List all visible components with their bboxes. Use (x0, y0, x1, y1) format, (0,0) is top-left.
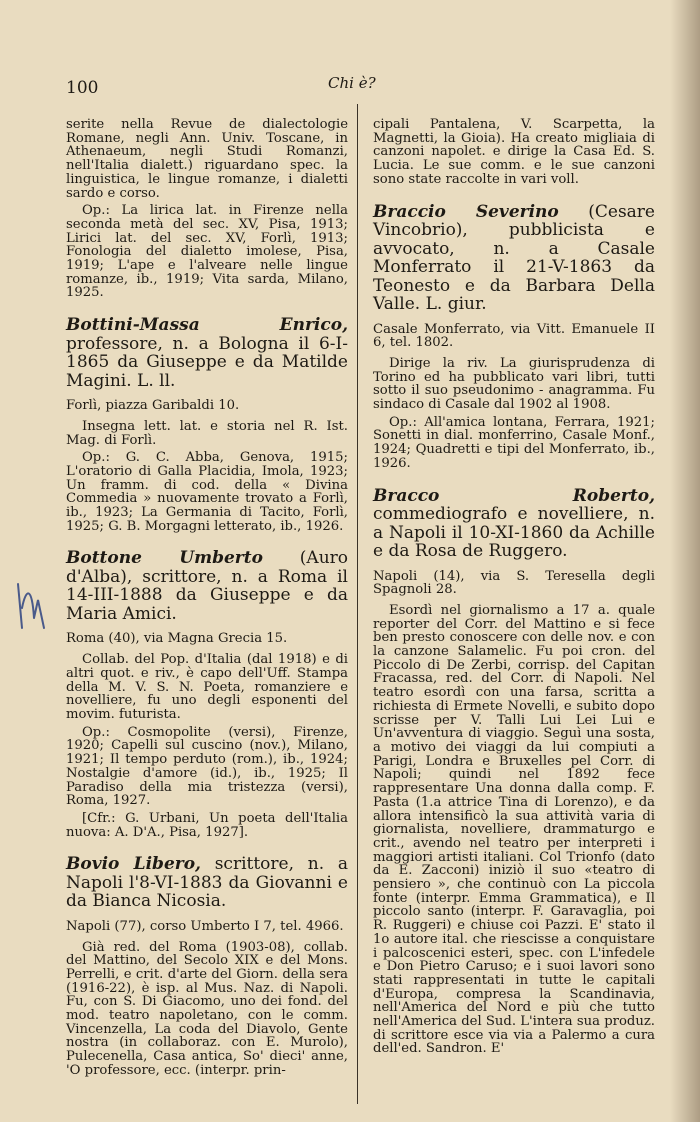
entry-paragraph: Insegna lett. lat. e storia nel R. Ist. Mag. di Forlì. (66, 418, 348, 448)
entry-address: Roma (40), via Magna Grecia 15. (66, 631, 288, 647)
entry-heading-text: commediografo e novelliere, n. a Napoli il 10-XI-1860 da Achille e da Rosa de Ruggero. (373, 504, 655, 562)
entry-paragraph: Op.: Cosmopolite (versi), Firenze, 1920; Capelli sul cuscino (nov.), Milano, 1921; Il tempo perduto (rom.), ib., 1924; Nostalgie d'amore (id.), ib., 1925; Il Paradiso della mia tristezza (versi), Roma, 1927. (66, 724, 348, 809)
entry-heading-text: (Cesare Vincobrio), pubblicista e avvocato, n. a Casale Monferrato il 21-V-1863 da Teonesto e da Barbara Della Valle. L. giur. (373, 201, 655, 315)
entry-address: Napoli (77), corso Umberto I 7, tel. 4966. (66, 918, 344, 934)
entry-paragraph: [Cfr.: G. Urbani, Un poeta dell'Italia nuova: A. D'A., Pisa, 1927]. (66, 810, 348, 840)
right-column (373, 118, 655, 1072)
entry-name: Bovio Libero, (66, 854, 201, 875)
continued-entry-top-right (373, 118, 655, 187)
entry-paragraph: Esordì nel giornalismo a 17 a. quale reporter del Corr. del Mattino e si fece ben presto conoscere con delle nov. e con la canzone Salamelic. Fu poi cron. del Piccolo di De Zerbi, corrisp. del Capitan Fracassa, red. del Corr. di Napoli. Nel teatro esordì con una farsa, scritta a richiesta di Ermete Novelli, e subito dopo scrisse per V. Talli Lui Lei Lui e Un'avventura di viaggio. Seguì una sosta, a motivo dei viaggi da lui compiuti a Parigi, Londra e Bruxelles pel Corr. di Napoli; quindi nel 1892 fece rappresentare Una donna dalla comp. F. Pasta (1.a attrice Tina di Lorenzo), e da allora intensificò la sua attività varia di giornalista, novelliere, drammaturgo e crit., avendo nel teatro per interpreti i maggiori artisti italiani. Col Trionfo (dato da E. Zacconi) iniziò il suo «teatro di pensiero », che continuò con La piccola fonte (interpr. Emma Grammatica), e Il piccolo santo (interpr. F. Garavaglia, poi R. Ruggeri) e chiuse coi Pazzi. E' stato il 1o autore ital. che riescisse a conquistare i palcoscenici esteri, spec. con L'infedele e Don Pietro Caruso; e i suoi lavori sono stati rappresentati in tutte le capitali d'Europa, compresa la Scandinavia, nell'America del Nord e più che tutto nell'America del Sud. L'intera sua produz. di scrittore esce via via a Palermo a cura dell'ed. Sandron. E' (373, 602, 655, 1057)
column-rule (357, 104, 358, 1104)
entry-bracco (373, 487, 655, 1057)
entry-paragraph: Op.: G. C. Abba, Genova, 1915; L'oratorio di Galla Placidia, Imola, 1923; Un framm. di cod. della « Divina Commedia » nuovamente trovato a Forlì, ib., 1923; La Germania di Tacito, Forlì, 1925; G. B. Morgagni letterato, ib., 1926. (66, 450, 348, 534)
entry-heading-text: scrittore, n. a Napoli l'8-VI-1883 da Giovanni e da Bianca Nicosia. (66, 854, 348, 912)
entry-address: Forlì, piazza Garibaldi 10. (66, 398, 240, 414)
entry-bottone (66, 549, 348, 839)
entry-paragraph: Op.: All'amica lontana, Ferrara, 1921; Sonetti in dial. monferrino, Casale Monf., 1924; Quadretti e tipi del Monferrato, ib., 1926. (373, 414, 655, 471)
entry-heading (66, 316, 348, 390)
entry-address: Casale Monferrato, via Vitt. Emanuele II 6, tel. 1802. (373, 321, 655, 351)
page-number: 100 (66, 78, 99, 98)
pencil-mark-icon (10, 578, 54, 634)
entry-heading (66, 549, 348, 623)
page-header (62, 70, 662, 100)
entry-name: Bracco Roberto, (373, 485, 655, 506)
entry-heading-text: (Auro d'Alba), scrittore, n. a Roma il 14-III-1888 da Giuseppe e da Maria Amici. (66, 548, 349, 624)
entry-paragraph: Dirige la riv. La giurisprudenza di Torino ed ha pubblicato vari libri, tutti sotto il suo pseudonimo - anagramma. Fu sindaco di Casale dal 1902 al 1908. (373, 355, 655, 413)
left-column (66, 118, 348, 1094)
entry-heading (66, 855, 348, 911)
page-spine-shadow (670, 0, 700, 1122)
entry-bovio (66, 855, 348, 1077)
entry-name: Braccio Severino (373, 201, 559, 222)
entry-bottini-massa (66, 316, 348, 533)
entry-heading-text: professore, n. a Bologna il 6-I-1865 da Giuseppe e da Matilde Magini. L. ll. (66, 333, 348, 391)
continued-entry-top-left (66, 118, 348, 300)
continuation-paragraph: cipali Pantalena, V. Scarpetta, la Magnetti, la Gioia). Ha creato migliaia di canzoni napolet. e dirige la Casa Ed. S. Lucia. Le sue comm. e le sue canzoni sono state raccolte in vari voll. (373, 117, 655, 187)
entry-heading (373, 487, 655, 561)
entry-name: Bottini-Massa Enrico, (66, 315, 348, 336)
entry-paragraph: Già red. del Roma (1903-08), collab. del Mattino, del Secolo XIX e del Mons. Perrelli, e crit. d'arte del Giorn. della sera (1916-22), è isp. al Mus. Naz. di Napoli. Fu, con S. Di Giacomo, uno dei fond. del mod. teatro napoletano, con le comm. Vincenzella, La coda del Diavolo, Gente nostra (in collaboraz. con E. Murolo), Pulecenella, Casa antica, So' dieci' anne, 'O professore, ecc. (interpr. prin- (66, 939, 348, 1078)
entry-heading (373, 203, 655, 314)
entry-address: Napoli (14), via S. Teresella degli Spagnoli 28. (373, 568, 655, 598)
entry-braccio (373, 203, 655, 471)
works-paragraph: Op.: La lirica lat. in Firenze nella seconda metà del sec. XV, Pisa, 1913; Lirici lat. del sec. XV, Forlì, 1913; Fonologia del dialetto imolese, Pisa, 1919; L'ape e l'alveare nelle lingue romanze, ib., 1919; Vita sarda, Milano, 1925. (66, 203, 348, 301)
entry-paragraph: Collab. del Pop. d'Italia (dal 1918) e di altri quot. e riv., è capo dell'Uff. Stampa della M. V. S. N. Poeta, romanziere e novelliere, fu uno degli esponenti del movim. futurista. (66, 652, 348, 722)
continuation-paragraph: serite nella Revue de dialectologie Romane, negli Ann. Univ. Toscane, in Athenaeum, negli Studi Romanzi, nell'Italia dialett.) riguardano spec. la linguistica, le lingue romanze, i dialetti sardo e corso. (66, 117, 348, 201)
running-head: Chi è? (328, 74, 376, 92)
entry-name: Bottone Umberto (66, 548, 263, 569)
